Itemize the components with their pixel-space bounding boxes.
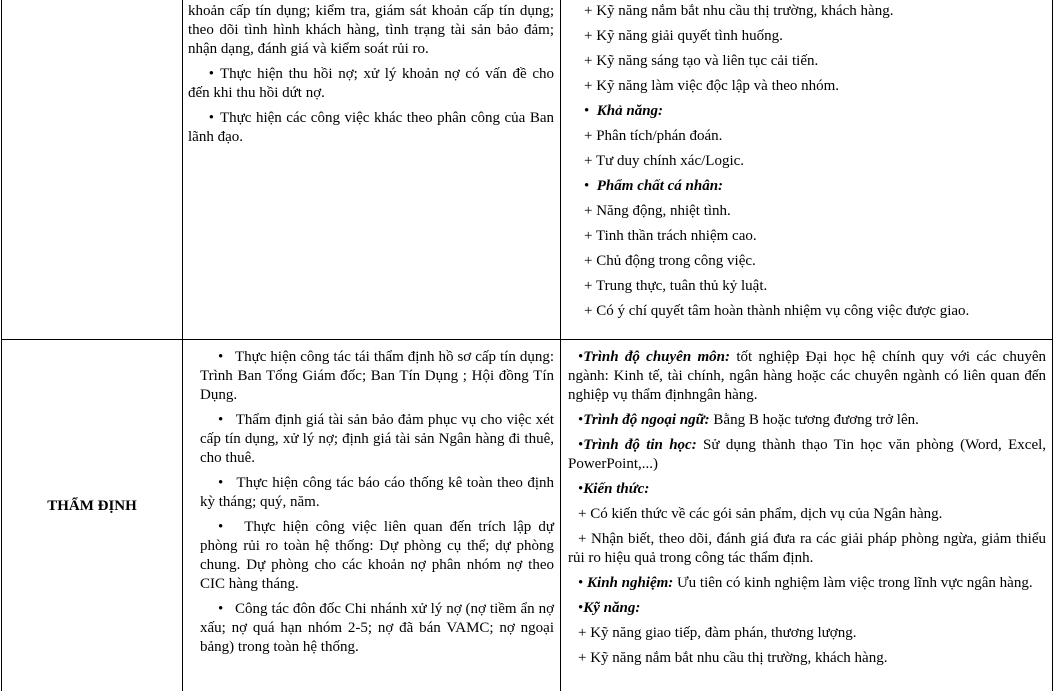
it-requirement: •Trình độ tin học: Sử dụng thành thạo Tin học văn phòng (Word, Excel, PowerPoint,...)	[568, 437, 1047, 472]
list-item: + Kỹ năng làm việc độc lập và theo nhóm.	[584, 78, 840, 94]
top-requirements-cell	[566, 2, 1046, 327]
language-requirement: •Trình độ ngoại ngữ: Bằng B hoặc tương đương trở lên.	[568, 411, 1046, 430]
bullet-icon: •	[218, 475, 224, 491]
experience-requirement: • Kinh nghiệm: Ưu tiên có kinh nghiệm làm việc trong lĩnh vực ngân hàng.	[568, 574, 1046, 593]
bullet-icon: •	[584, 103, 590, 119]
department-name: THẨM ĐỊNH	[47, 498, 137, 514]
list-item: + Kỹ năng giải quyết tình huống.	[584, 28, 783, 44]
list-item: + Trung thực, tuân thủ kỷ luật.	[584, 278, 768, 294]
list-item: + Tinh thần trách nhiệm cao.	[584, 228, 757, 244]
list-item: + Có kiến thức về các gói sản phẩm, dịch vụ của Ngân hàng.	[578, 506, 943, 522]
list-item: + Phân tích/phán đoán.	[584, 128, 723, 144]
list-item: + Kỹ năng sáng tạo và liên tục cải tiến.	[584, 53, 819, 69]
section-heading: • Khả năng:	[584, 103, 664, 119]
bottom-requirements-cell	[568, 348, 1046, 674]
bullet-icon: •	[578, 481, 584, 497]
list-item: • Thực hiện các công việc khác theo phân công của Ban lãnh đạo.	[188, 110, 554, 145]
table-border-col1	[182, 0, 183, 691]
list-item: + Tư duy chính xác/Logic.	[584, 153, 745, 169]
list-item: • Thực hiện công tác tái thẩm định hồ sơ cấp tín dụng: Trình Ban Tổng Giám đốc; Ban Tín Dụng ; Hội đồng Tín Dụng.	[200, 349, 555, 403]
bullet-icon: •	[208, 66, 214, 82]
list-item: + Năng động, nhiệt tình.	[584, 203, 731, 219]
bullet-icon: •	[578, 600, 584, 616]
list-item: + Kỹ năng nắm bắt nhu cầu thị trường, khách hàng.	[578, 650, 888, 666]
table-border-left	[1, 0, 2, 691]
list-item: • Thực hiện thu hồi nợ; xử lý khoản nợ có vấn đề cho đến khi thu hồi dứt nợ.	[188, 66, 554, 101]
table-border-col2	[560, 0, 561, 691]
section-heading: •Kỹ năng:	[568, 599, 1046, 618]
bottom-tasks-cell	[200, 348, 554, 663]
task-text: khoản cấp tín dụng; kiểm tra, giám sát khoản cấp tín dụng; theo dõi tình hình khách hàng, tình trạng tài sản bảo đảm; nhận dạng, đánh giá và kiểm soát rủi ro.	[188, 3, 554, 57]
section-heading: •Kiến thức:	[568, 480, 1046, 499]
bullet-icon: •	[578, 349, 584, 365]
bullet-icon: •	[584, 178, 590, 194]
list-item: + Kỹ năng giao tiếp, đàm phán, thương lượng.	[578, 625, 857, 641]
list-item: + Có ý chí quyết tâm hoàn thành nhiệm vụ công việc được giao.	[584, 303, 970, 319]
list-item: • Thực hiện công tác báo cáo thống kê toàn theo định kỳ tháng; quý, năm.	[200, 475, 554, 510]
bullet-icon: •	[578, 437, 584, 453]
list-item: + Chủ động trong công việc.	[584, 253, 756, 269]
list-item: • Công tác đôn đốc Chi nhánh xử lý nợ (nợ tiềm ẩn nợ xấu; nợ quá hạn nhóm 2-5; nợ đã bán VAMC; nợ ngoại bảng) trong toàn hệ thống.	[200, 601, 555, 655]
bullet-icon: •	[208, 110, 214, 126]
list-item: + Kỹ năng nắm bắt nhu cầu thị trường, khách hàng.	[584, 3, 894, 19]
bullet-icon: •	[218, 412, 224, 428]
bullet-icon: •	[218, 601, 224, 617]
table-border-right	[1052, 0, 1053, 691]
top-tasks-cell	[188, 2, 554, 153]
education-requirement: •Trình độ chuyên môn: tốt nghiệp Đại học hệ chính quy với các chuyên ngành: Kinh tế, tài chính, ngân hàng hoặc các chuyên ngành có liên quan đến nghiệp vụ thẩm địnhngân hàng.	[568, 349, 1046, 403]
bullet-icon: •	[218, 349, 224, 365]
bullet-icon: •	[578, 575, 584, 591]
list-item: • Thẩm định giá tài sản bảo đảm phục vụ cho việc xét cấp tín dụng, xử lý nợ; định giá tài sản Ngân hàng đi thuê, cho thuê.	[200, 412, 554, 466]
bullet-icon: •	[578, 412, 584, 428]
bullet-icon: •	[218, 519, 224, 535]
list-item: + Nhận biết, theo dõi, đánh giá đưa ra các giải pháp phòng ngừa, giảm thiểu rủi ro hiệu quả trong công tác thẩm định.	[568, 531, 1046, 566]
table-row-divider	[1, 339, 1053, 340]
list-item: • Thực hiện công việc liên quan đến trích lập dự phòng rủi ro toàn hệ thống: Dự phòng cụ thể; dự phòng chung. Dự phòng cho các khoản nợ phân nhóm nợ theo CIC hàng tháng.	[200, 519, 554, 592]
section-heading: • Phẩm chất cá nhân:	[584, 178, 724, 194]
